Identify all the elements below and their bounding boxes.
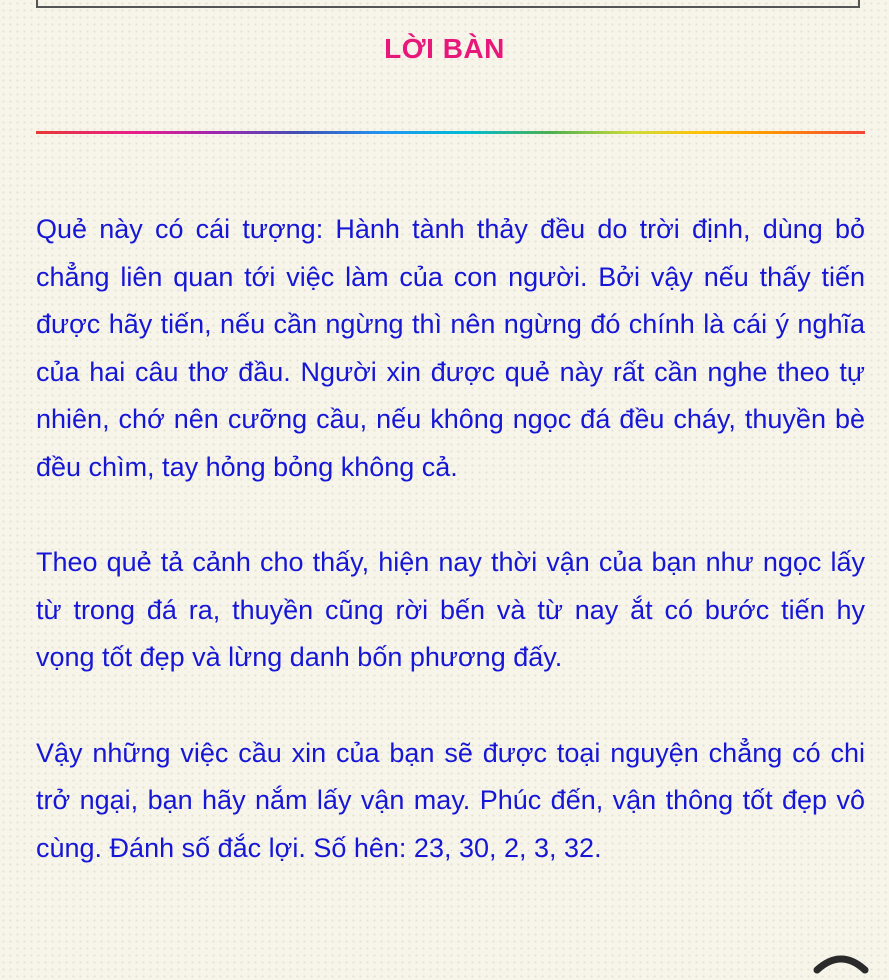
commentary-body [36,206,865,920]
scroll-to-top-button[interactable] [813,944,869,974]
section-title: LỜI BÀN [384,33,505,64]
top-frame-border [36,0,860,8]
paragraph-2: Theo quẻ tả cảnh cho thấy, hiện nay thời vận của bạn như ngọc lấy từ trong đá ra, thuyền cũng rời bến và từ nay ắt có bước tiến hy vọng tốt đẹp và lừng danh bốn phương đấy. [36,547,865,672]
chevron-up-icon [813,944,869,974]
paragraph-1: Quẻ này có cái tượng: Hành tành thảy đều do trời định, dùng bỏ chẳng liên quan tới việc làm của con người. Bởi vậy nếu thấy tiến được hãy tiến, nếu cần ngừng thì nên ngừng đó chính là cái ý nghĩa của hai câu thơ đầu. Người xin được quẻ này rất cần nghe theo tự nhiên, chớ nên cưỡng cầu, nếu không ngọc đá đều cháy, thuyền bè đều chìm, tay hỏng bỏng không cả. [36,214,865,482]
paragraph-3: Vậy những việc cầu xin của bạn sẽ được toại nguyện chẳng có chi trở ngại, bạn hãy nắm lấy vận may. Phúc đến, vận thông tốt đẹp vô cùng. Đánh số đắc lợi. Số hên: 23, 30, 2, 3, 32. [36,737,865,863]
rainbow-divider [36,131,865,134]
